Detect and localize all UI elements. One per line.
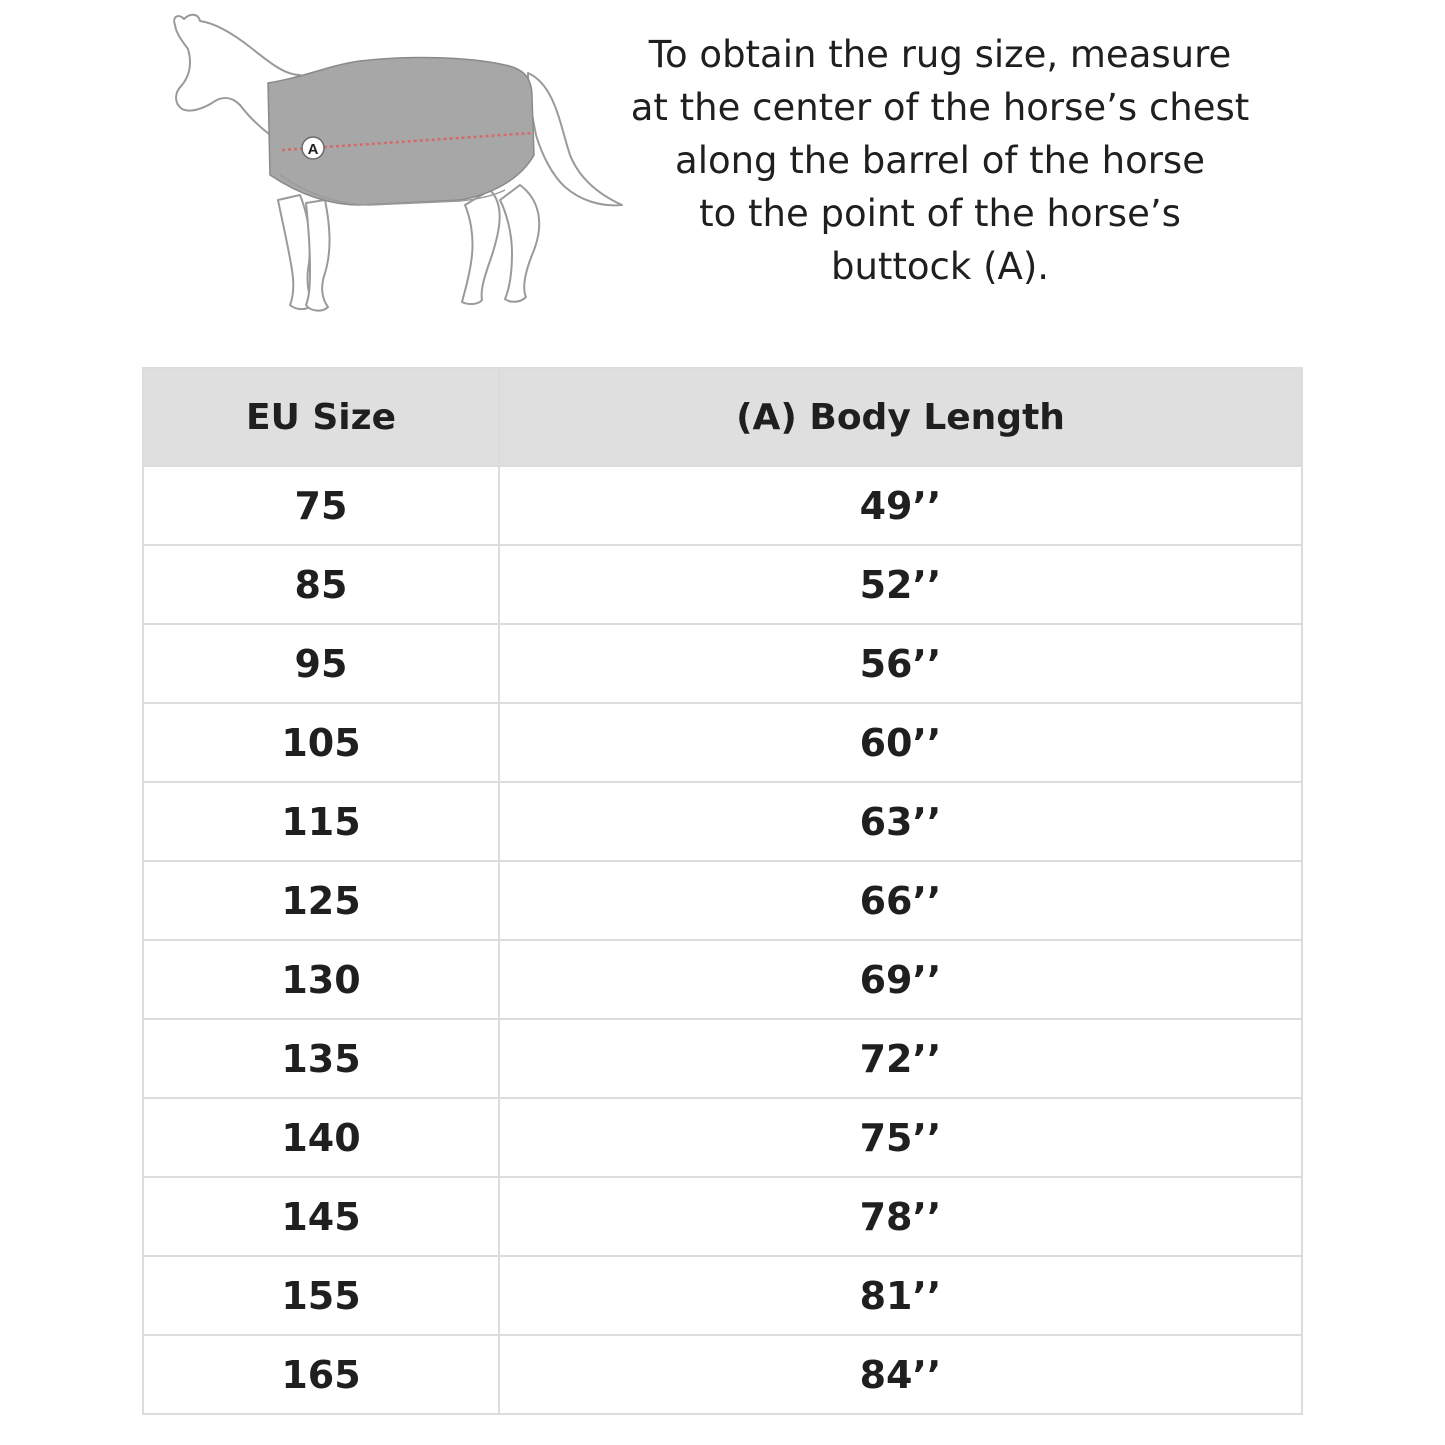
body-length-cell: 78’’ — [499, 1177, 1302, 1256]
eu-size-cell: 95 — [143, 624, 499, 703]
table-row — [143, 1335, 1302, 1414]
body-length-cell: 69’’ — [499, 940, 1302, 1019]
eu-size-cell: 75 — [143, 466, 499, 545]
body-length-cell: 81’’ — [499, 1256, 1302, 1335]
table-row — [143, 545, 1302, 624]
table-row — [143, 1177, 1302, 1256]
rug-shape — [268, 58, 534, 205]
instruction-line: along the barrel of the horse — [675, 139, 1205, 182]
size-chart-table — [142, 367, 1303, 1415]
body-length-cell: 63’’ — [499, 782, 1302, 861]
table-row — [143, 624, 1302, 703]
eu-size-cell: 135 — [143, 1019, 499, 1098]
body-length-cell: 56’’ — [499, 624, 1302, 703]
eu-size-cell: 165 — [143, 1335, 499, 1414]
eu-size-cell: 115 — [143, 782, 499, 861]
marker-a-label: A — [307, 141, 319, 158]
header-body-length: (A) Body Length — [499, 368, 1302, 466]
horse-rug-diagram — [160, 5, 630, 323]
eu-size-cell: 130 — [143, 940, 499, 1019]
instruction-line: buttock (A). — [830, 245, 1050, 288]
table-row — [143, 940, 1302, 1019]
table-row — [143, 1098, 1302, 1177]
table-row — [143, 861, 1302, 940]
measurement-instructions — [600, 28, 1280, 293]
body-length-cell: 60’’ — [499, 703, 1302, 782]
body-length-cell: 75’’ — [499, 1098, 1302, 1177]
instruction-line: to the point of the horse’s — [699, 192, 1181, 235]
instruction-line: To obtain the rug size, measure — [648, 33, 1232, 76]
eu-size-cell: 145 — [143, 1177, 499, 1256]
eu-size-cell: 140 — [143, 1098, 499, 1177]
table-row — [143, 466, 1302, 545]
table-row — [143, 1256, 1302, 1335]
instruction-line: at the center of the horse’s chest — [630, 86, 1250, 129]
body-length-cell: 84’’ — [499, 1335, 1302, 1414]
table-row — [143, 782, 1302, 861]
body-length-cell: 52’’ — [499, 545, 1302, 624]
eu-size-cell: 85 — [143, 545, 499, 624]
table-row — [143, 703, 1302, 782]
body-length-cell: 66’’ — [499, 861, 1302, 940]
table-header-row — [143, 368, 1302, 466]
body-length-cell: 49’’ — [499, 466, 1302, 545]
eu-size-cell: 155 — [143, 1256, 499, 1335]
eu-size-cell: 105 — [143, 703, 499, 782]
body-length-cell: 72’’ — [499, 1019, 1302, 1098]
table-row — [143, 1019, 1302, 1098]
eu-size-cell: 125 — [143, 861, 499, 940]
header-eu-size: EU Size — [143, 368, 499, 466]
